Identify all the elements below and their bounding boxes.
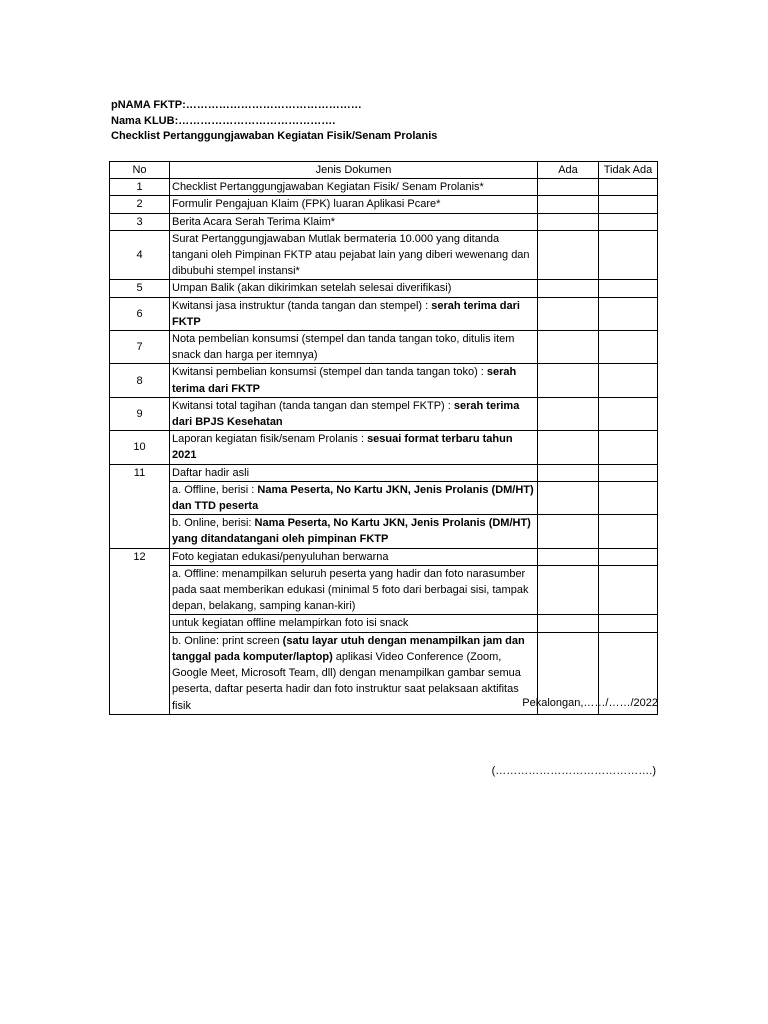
document-text: untuk kegiatan offline melampirkan foto isi snack <box>172 617 409 630</box>
tidak-ada-checkbox-cell[interactable] <box>599 397 658 430</box>
document-text: Kwitansi jasa instruktur (tanda tangan dan stempel) : <box>172 299 432 312</box>
document-cell <box>170 397 538 430</box>
emphasis-text: serah terima dari FKTP <box>172 299 520 328</box>
ada-checkbox-cell[interactable] <box>538 397 599 430</box>
row-number: 4 <box>110 230 170 280</box>
document-cell <box>170 548 538 565</box>
tidak-ada-checkbox-cell[interactable] <box>599 548 658 565</box>
table-row <box>110 179 658 196</box>
place-date: Pekalongan,……/……/2022 <box>522 697 658 709</box>
table-row <box>110 464 658 481</box>
tidak-ada-checkbox-cell[interactable] <box>599 615 658 632</box>
table-row <box>110 213 658 230</box>
emphasis-text: (satu layar utuh dengan menampilkan jam dan tanggal pada komputer/laptop) <box>172 634 525 663</box>
emphasis-text: sesuai format terbaru tahun 2021 <box>172 433 513 462</box>
ada-checkbox-cell[interactable] <box>538 280 599 297</box>
table-row <box>110 230 658 280</box>
ada-checkbox-cell[interactable] <box>538 196 599 213</box>
tidak-ada-checkbox-cell[interactable] <box>599 196 658 213</box>
table-row <box>110 515 658 548</box>
document-cell <box>170 196 538 213</box>
ada-checkbox-cell[interactable] <box>538 364 599 397</box>
column-header-ada: Ada <box>538 162 599 179</box>
column-header-jenis-dokumen: Jenis Dokumen <box>170 162 538 179</box>
ada-checkbox-cell[interactable] <box>538 464 599 481</box>
document-text: Checklist Pertanggungjawaban Kegiatan Fisik/ Senam Prolanis* <box>172 181 484 194</box>
document-text: Daftar hadir asli <box>172 466 250 479</box>
tidak-ada-checkbox-cell[interactable] <box>599 213 658 230</box>
document-cell <box>170 481 538 514</box>
document-cell <box>170 179 538 196</box>
tidak-ada-checkbox-cell[interactable] <box>599 280 658 297</box>
ada-checkbox-cell[interactable] <box>538 297 599 330</box>
tidak-ada-checkbox-cell[interactable] <box>599 297 658 330</box>
ada-checkbox-cell[interactable] <box>538 481 599 514</box>
table-row <box>110 280 658 297</box>
document-cell <box>170 364 538 397</box>
document-cell <box>170 632 538 714</box>
document-text: Umpan Balik (akan dikirimkan setelah selesai diverifikasi) <box>172 282 452 295</box>
row-number: 7 <box>110 331 170 364</box>
table-row <box>110 565 658 615</box>
document-text: aplikasi Video Conference (Zoom, Google Meet, Microsoft Team, dll) dengan menampilkan gambar semua peserta, daftar peserta hadir dan foto instruktur saat pelaksaan aktifitas fisik <box>172 650 521 712</box>
signature-line: (…………………………………….) <box>491 765 656 777</box>
document-text: Surat Pertanggungjawaban Mutlak bermateria 10.000 yang ditanda tangani oleh Pimpinan FKTP atau pejabat lain yang diberi wewenang dan dibubuhi stempel instansi* <box>172 232 530 278</box>
table-row <box>110 548 658 565</box>
table-header-row <box>110 162 658 179</box>
ada-checkbox-cell[interactable] <box>538 431 599 464</box>
emphasis-text: Nama Peserta, No Kartu JKN, Jenis Prolanis (DM/HT) dan TTD peserta <box>172 483 534 513</box>
table-row <box>110 397 658 430</box>
document-text: Formulir Pengajuan Klaim (FPK) luaran Aplikasi Pcare* <box>172 198 441 211</box>
tidak-ada-checkbox-cell[interactable] <box>599 464 658 481</box>
document-cell <box>170 297 538 330</box>
ada-checkbox-cell[interactable] <box>538 615 599 632</box>
row-number: 8 <box>110 364 170 397</box>
row-number: 10 <box>110 431 170 464</box>
document-cell <box>170 615 538 632</box>
tidak-ada-checkbox-cell[interactable] <box>599 331 658 364</box>
row-number: 9 <box>110 397 170 430</box>
ada-checkbox-cell[interactable] <box>538 548 599 565</box>
ada-checkbox-cell[interactable] <box>538 213 599 230</box>
document-cell <box>170 230 538 280</box>
document-text: Kwitansi total tagihan (tanda tangan dan stempel FKTP) : <box>172 399 454 412</box>
table-row <box>110 615 658 632</box>
table-row <box>110 331 658 364</box>
row-number: 12 <box>110 548 170 714</box>
document-text: Foto kegiatan edukasi/penyuluhan berwarna <box>172 550 389 563</box>
tidak-ada-checkbox-cell[interactable] <box>599 364 658 397</box>
table-row <box>110 297 658 330</box>
tidak-ada-checkbox-cell[interactable] <box>599 431 658 464</box>
row-number: 1 <box>110 179 170 196</box>
document-cell <box>170 565 538 615</box>
checklist-table <box>109 161 658 715</box>
column-header-tidak-ada: Tidak Ada <box>599 162 658 179</box>
document-cell <box>170 431 538 464</box>
row-number: 3 <box>110 213 170 230</box>
table-row <box>110 364 658 397</box>
row-number: 5 <box>110 280 170 297</box>
ada-checkbox-cell[interactable] <box>538 565 599 615</box>
tidak-ada-checkbox-cell[interactable] <box>599 565 658 615</box>
ada-checkbox-cell[interactable] <box>538 230 599 280</box>
document-cell <box>170 213 538 230</box>
tidak-ada-checkbox-cell[interactable] <box>599 481 658 514</box>
row-number: 2 <box>110 196 170 213</box>
document-text: a. Offline, berisi : <box>172 483 258 496</box>
document-text: Nota pembelian konsumsi (stempel dan tanda tangan toko, ditulis item snack dan harga per itemnya) <box>172 333 515 362</box>
tidak-ada-checkbox-cell[interactable] <box>599 230 658 280</box>
emphasis-text: serah terima dari BPJS Kesehatan <box>172 399 520 429</box>
document-cell <box>170 331 538 364</box>
table-row <box>110 196 658 213</box>
document-cell <box>170 515 538 548</box>
table-row <box>110 481 658 514</box>
ada-checkbox-cell[interactable] <box>538 331 599 364</box>
table-row <box>110 431 658 464</box>
document-text: b. Online: print screen <box>172 634 283 647</box>
emphasis-text: serah terima dari FKTP <box>172 366 517 395</box>
document-cell <box>170 464 538 481</box>
tidak-ada-checkbox-cell[interactable] <box>599 515 658 548</box>
document-text: b. Online, berisi: <box>172 517 255 530</box>
document-cell <box>170 280 538 297</box>
row-number: 6 <box>110 297 170 330</box>
document-text: Kwitansi pembelian konsumsi (stempel dan tanda tangan toko) : <box>172 366 487 379</box>
emphasis-text: Nama Peserta, No Kartu JKN, Jenis Prolanis (DM/HT) yang ditandatangani oleh pimpinan FKTP <box>172 517 531 546</box>
document-title: Checklist Pertanggungjawaban Kegiatan Fisik/Senam Prolanis <box>111 130 438 142</box>
tidak-ada-checkbox-cell[interactable] <box>599 179 658 196</box>
fktp-name-line: pNAMA FKTP:………………………………………… <box>111 99 362 111</box>
ada-checkbox-cell[interactable] <box>538 179 599 196</box>
column-header-no: No <box>110 162 170 179</box>
club-name-line: Nama KLUB:……………………………………. <box>111 115 336 127</box>
row-number: 11 <box>110 464 170 548</box>
ada-checkbox-cell[interactable] <box>538 515 599 548</box>
document-text: a. Offline: menampilkan seluruh peserta yang hadir dan foto narasumber pada saat memberikan edukasi (minimal 5 foto dari berbagai sisi, tampak depan, belakang, samping kanan-kiri) <box>172 567 529 613</box>
document-text: Berita Acara Serah Terima Klaim* <box>172 215 336 228</box>
document-text: Laporan kegiatan fisik/senam Prolanis : <box>172 433 368 446</box>
